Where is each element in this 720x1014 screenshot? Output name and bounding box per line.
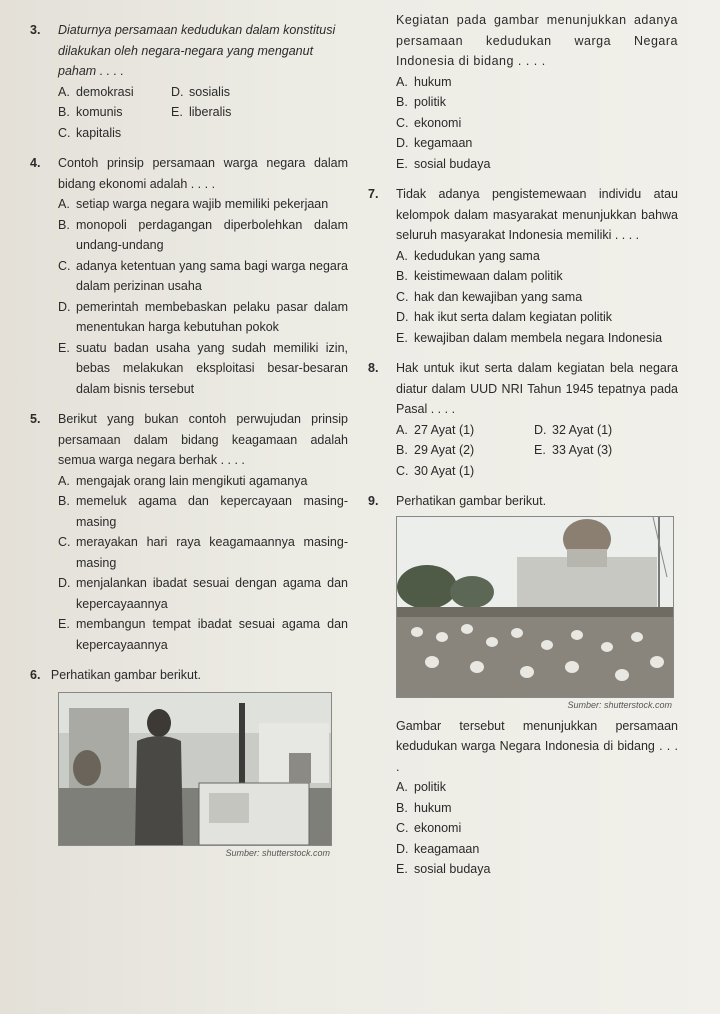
question-4 xyxy=(30,153,348,399)
option-a: A. setiap warga negara wajib memiliki pekerjaan xyxy=(58,197,329,211)
question-number: 7. xyxy=(368,187,379,201)
option-e: E. membangun tempat ibadat sesuai agama dan kepercayaannya xyxy=(58,617,348,652)
option-a: A. kedudukan yang sama xyxy=(396,248,540,263)
option-c: C. 30 Ayat (1) xyxy=(396,463,475,478)
option-c: C. merayakan hari raya keagamaannya masing-masing xyxy=(58,535,348,570)
option-e: E. kewajiban dalam membela negara Indonesia xyxy=(396,330,663,345)
option-d: D. hak ikut serta dalam kegiatan politik xyxy=(396,310,613,324)
option-c: C. kapitalis xyxy=(58,125,122,140)
right-column xyxy=(368,10,678,880)
question-9 xyxy=(368,491,678,880)
question-number: 4. xyxy=(30,156,41,170)
option-b: B. hukum xyxy=(396,800,452,815)
photo-credit: Sumber: shutterstock.com xyxy=(567,699,672,710)
question-stem-continued: Gambar tersebut menunjukkan persamaan kedudukan warga Negara Indonesia di bidang . . . . xyxy=(396,718,678,774)
street-vendor-image xyxy=(59,693,331,845)
question-stem: Tidak adanya pengistemewaan individu atau kelompok dalam masyarakat menunjukkan bahwa seluruh masyarakat Indonesia memiliki . . . . xyxy=(396,187,678,242)
option-c: C. ekonomi xyxy=(396,115,462,130)
photo-credit: Sumber: shutterstock.com xyxy=(225,847,330,858)
question-number: 5. xyxy=(30,412,41,426)
option-b: B. monopoli perdagangan diperbolehkan dalam undang-undang xyxy=(58,217,348,252)
option-a: A. mengajak orang lain mengikuti agamanya xyxy=(58,473,308,488)
option-b: B. politik xyxy=(396,95,446,109)
option-c: C. adanya ketentuan yang sama bagi warga negara dalam perizinan usaha xyxy=(58,258,348,293)
question-number: 9. xyxy=(368,494,379,508)
question-6 xyxy=(30,665,348,860)
option-d: D. pemerintah membebaskan pelaku pasar dalam menentukan harga kebutuhan pokok xyxy=(58,299,348,334)
option-e: E. sosial budaya xyxy=(396,862,491,876)
street-vendor-photo xyxy=(58,692,332,846)
question-stem: Diaturnya persamaan kedudukan dalam konstitusi dilakukan oleh negara-negara yang menganut paham . . . . xyxy=(58,23,336,78)
option-a: A. demokrasi xyxy=(58,84,134,99)
option-a: A. politik xyxy=(396,780,446,794)
question-6-continued xyxy=(368,10,678,174)
question-3 xyxy=(30,20,348,143)
option-d: D. kegamaan xyxy=(396,136,473,150)
option-d: D. menjalankan ibadat sesuai dengan agama dan kepercayaannya xyxy=(58,576,348,611)
option-e: E. suatu badan usaha yang sudah memiliki izin, bebas melakukan eksploitasi besar-besaran dalam bisnis tersebut xyxy=(58,340,348,396)
option-a: A. 27 Ayat (1) xyxy=(396,422,475,437)
question-stem: Contoh prinsip persamaan warga negara dalam bidang ekonomi adalah . . . . xyxy=(58,156,348,191)
option-a: A. hukum xyxy=(396,74,452,89)
question-5 xyxy=(30,409,348,655)
question-stem: Perhatikan gambar berikut. xyxy=(396,494,547,508)
question-number: 8. xyxy=(368,361,379,375)
option-b: B. komunis xyxy=(58,105,123,119)
option-c: C. ekonomi xyxy=(396,821,462,835)
mosque-prayer-photo xyxy=(396,516,674,698)
question-8 xyxy=(368,358,678,481)
option-e: E. liberalis xyxy=(171,105,232,119)
question-stem: Perhatikan gambar berikut. xyxy=(50,668,201,682)
option-b: B. 29 Ayat (2) xyxy=(396,443,475,457)
option-e: E. 33 Ayat (3) xyxy=(534,443,613,457)
question-number: 6. xyxy=(30,668,41,682)
option-d: D. keagamaan xyxy=(396,841,480,856)
left-column xyxy=(30,10,348,860)
option-b: B. keistimewaan dalam politik xyxy=(396,269,563,283)
question-stem: Kegiatan pada gambar menunjukkan adanya persamaan kedudukan warga Negara Indonesia di bidang . . . . xyxy=(396,13,678,68)
question-number: 3. xyxy=(30,23,41,37)
question-stem: Hak untuk ikut serta dalam kegiatan bela negara diatur dalam UUD NRI Tahun 1945 tepatnya pada Pasal . . . . xyxy=(396,361,678,416)
option-c: C. hak dan kewajiban yang sama xyxy=(396,289,583,304)
question-stem: Berikut yang bukan contoh perwujudan prinsip persamaan dalam bidang keagamaan adalah semua warga negara berhak . . . . xyxy=(58,412,348,467)
question-7 xyxy=(368,184,678,348)
option-e: E. sosial budaya xyxy=(396,156,491,171)
option-d: D. sosialis xyxy=(171,84,230,99)
option-b: B. memeluk agama dan kepercayaan masing-masing xyxy=(58,494,348,529)
mosque-prayer-image xyxy=(397,517,673,697)
option-d: D. 32 Ayat (1) xyxy=(534,422,613,437)
